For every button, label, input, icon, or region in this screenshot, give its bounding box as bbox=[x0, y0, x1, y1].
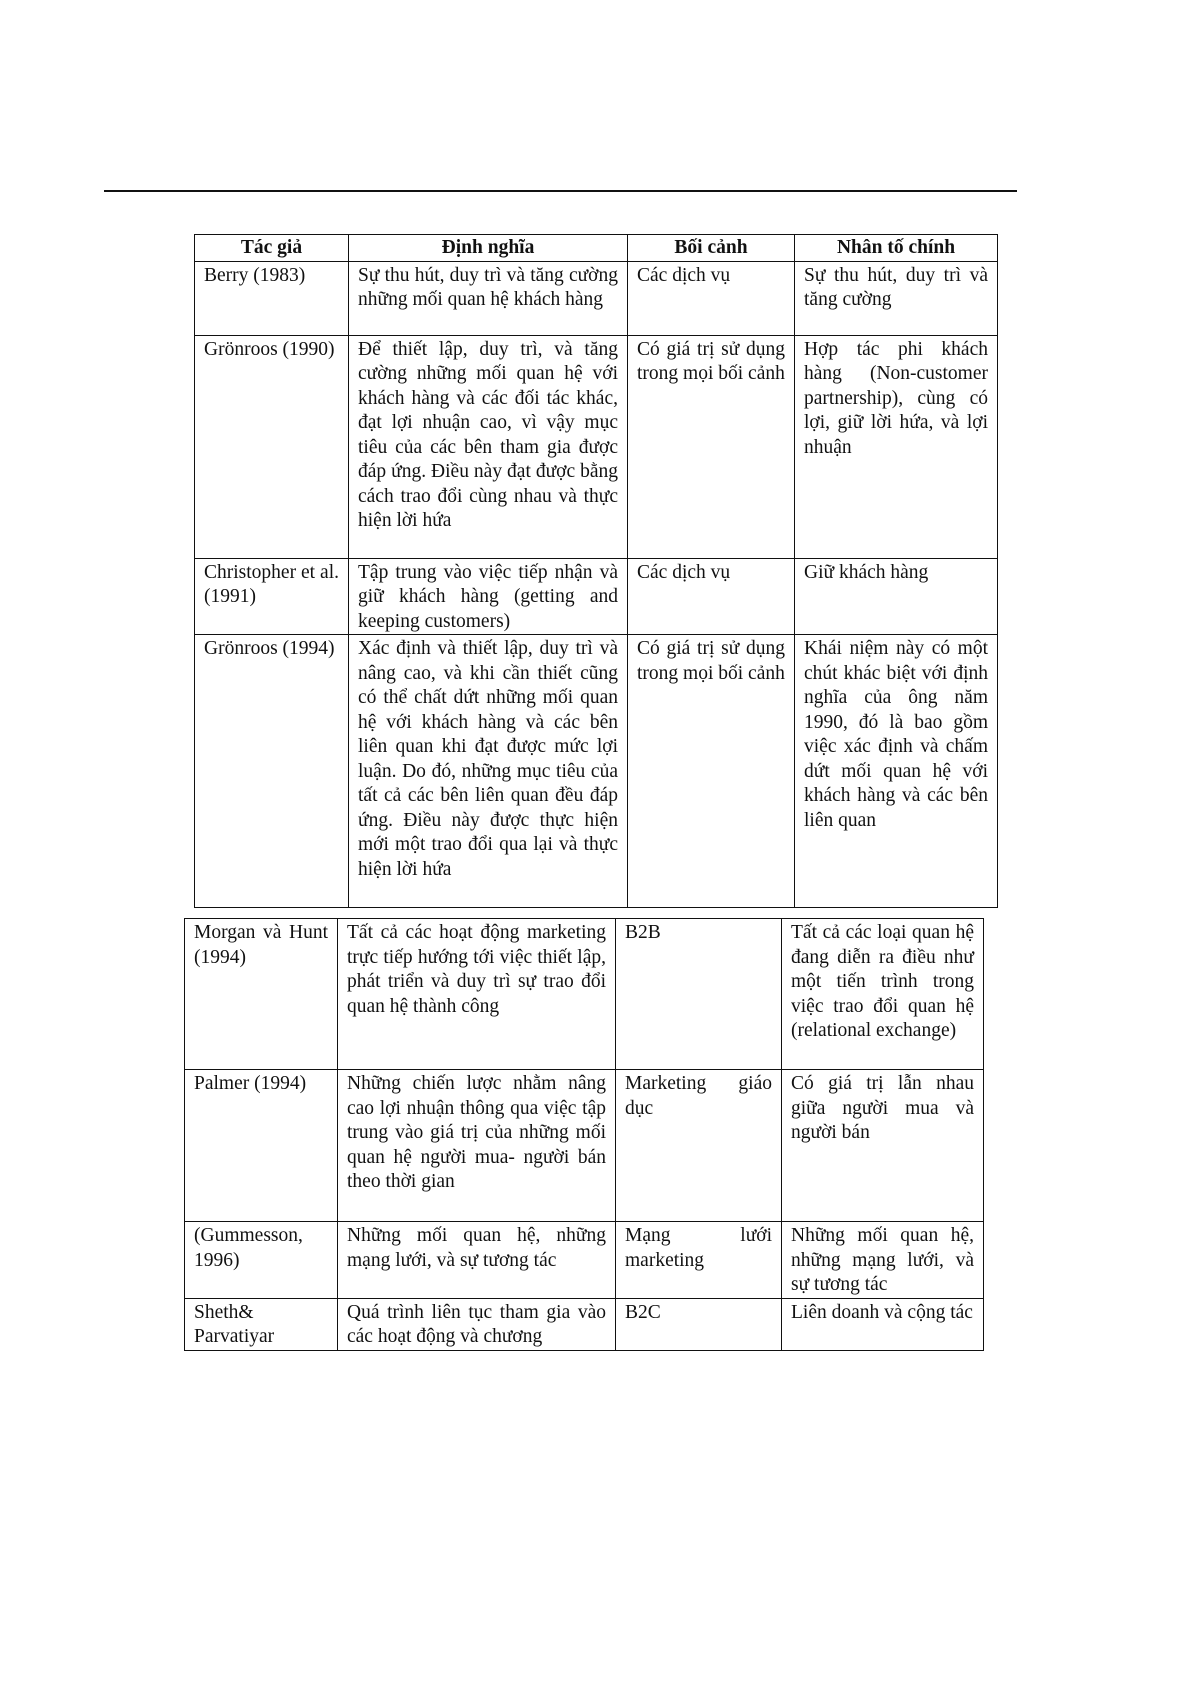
table-row bbox=[195, 635, 998, 908]
cell-author: Berry (1983) bbox=[195, 261, 349, 335]
cell-factors: Những mối quan hệ, những mạng lưới, và sự tương tác bbox=[782, 1222, 984, 1299]
cell-factors: Hợp tác phi khách hàng (Non-customer partnership), cùng có lợi, giữ lời hứa, và lợi nhuận bbox=[795, 335, 998, 558]
table-row bbox=[195, 261, 998, 335]
cell-factors: Khái niệm này có một chút khác biệt với định nghĩa của ông năm 1990, đó là bao gồm việc xác định và chấm dứt mối quan hệ với khách hàng và các bên liên quan bbox=[795, 635, 998, 908]
cell-author: Palmer (1994) bbox=[185, 1070, 338, 1222]
cell-context: Marketing giáo dục bbox=[616, 1070, 782, 1222]
header-context: Bối cảnh bbox=[628, 235, 795, 262]
definitions-table-part-2 bbox=[184, 918, 984, 1351]
table-row bbox=[195, 558, 998, 635]
table-header-row bbox=[195, 235, 998, 262]
cell-factors: Liên doanh và cộng tác bbox=[782, 1298, 984, 1350]
cell-context: Mạng lưới marketing bbox=[616, 1222, 782, 1299]
header-author: Tác giả bbox=[195, 235, 349, 262]
cell-definition: Những mối quan hệ, những mạng lưới, và sự tương tác bbox=[338, 1222, 616, 1299]
cell-context: Có giá trị sử dụng trong mọi bối cảnh bbox=[628, 335, 795, 558]
table-row bbox=[195, 335, 998, 558]
cell-definition: Tập trung vào việc tiếp nhận và giữ khách hàng (getting and keeping customers) bbox=[349, 558, 628, 635]
cell-context: Có giá trị sử dụng trong mọi bối cảnh bbox=[628, 635, 795, 908]
table-row bbox=[185, 919, 984, 1070]
cell-author: Grönroos (1994) bbox=[195, 635, 349, 908]
table-row bbox=[185, 1070, 984, 1222]
cell-author: Grönroos (1990) bbox=[195, 335, 349, 558]
header-factors: Nhân tố chính bbox=[795, 235, 998, 262]
cell-author: Sheth& Parvatiyar bbox=[185, 1298, 338, 1350]
definitions-table-part-1 bbox=[194, 234, 998, 908]
cell-factors: Có giá trị lẫn nhau giữa người mua và người bán bbox=[782, 1070, 984, 1222]
cell-author: Morgan và Hunt (1994) bbox=[185, 919, 338, 1070]
cell-author: Christopher et al.(1991) bbox=[195, 558, 349, 635]
cell-definition: Quá trình liên tục tham gia vào các hoạt động và chương bbox=[338, 1298, 616, 1350]
header-rule bbox=[104, 190, 1017, 192]
cell-factors: Sự thu hút, duy trì và tăng cường bbox=[795, 261, 998, 335]
cell-definition: Những chiến lược nhằm nâng cao lợi nhuận thông qua việc tập trung vào giá trị của những mối quan hệ người mua- người bán theo thời gian bbox=[338, 1070, 616, 1222]
cell-context: Các dịch vụ bbox=[628, 558, 795, 635]
table-row bbox=[185, 1298, 984, 1350]
cell-definition: Để thiết lập, duy trì, và tăng cường những mối quan hệ với khách hàng và các đối tác khác, đạt lợi nhuận cao, vì vậy mục tiêu của các bên tham gia được đáp ứng. Điều này đạt được bằng cách trao đổi cùng nhau và thực hiện lời hứa bbox=[349, 335, 628, 558]
cell-factors: Giữ khách hàng bbox=[795, 558, 998, 635]
cell-definition: Sự thu hút, duy trì và tăng cường những mối quan hệ khách hàng bbox=[349, 261, 628, 335]
header-definition: Định nghĩa bbox=[349, 235, 628, 262]
cell-definition: Tất cả các hoạt động marketing trực tiếp hướng tới việc thiết lập, phát triển và duy trì sự trao đổi quan hệ thành công bbox=[338, 919, 616, 1070]
cell-definition: Xác định và thiết lập, duy trì và nâng cao, và khi cần thiết cũng có thể chất dứt những mối quan hệ với khách hàng và các bên liên quan khi đạt được mức lợi luận. Do đó, những mục tiêu của tất cả các bên liên quan đều đáp ứng. Điều này được thực hiện mới một trao đổi qua lại và thực hiện lời hứa bbox=[349, 635, 628, 908]
cell-factors: Tất cả các loại quan hệ đang diễn ra điều như một tiến trình trong việc trao đổi quan hệ (relational exchange) bbox=[782, 919, 984, 1070]
table-row bbox=[185, 1222, 984, 1299]
cell-context: B2B bbox=[616, 919, 782, 1070]
cell-context: B2C bbox=[616, 1298, 782, 1350]
cell-author: (Gummesson, 1996) bbox=[185, 1222, 338, 1299]
cell-context: Các dịch vụ bbox=[628, 261, 795, 335]
